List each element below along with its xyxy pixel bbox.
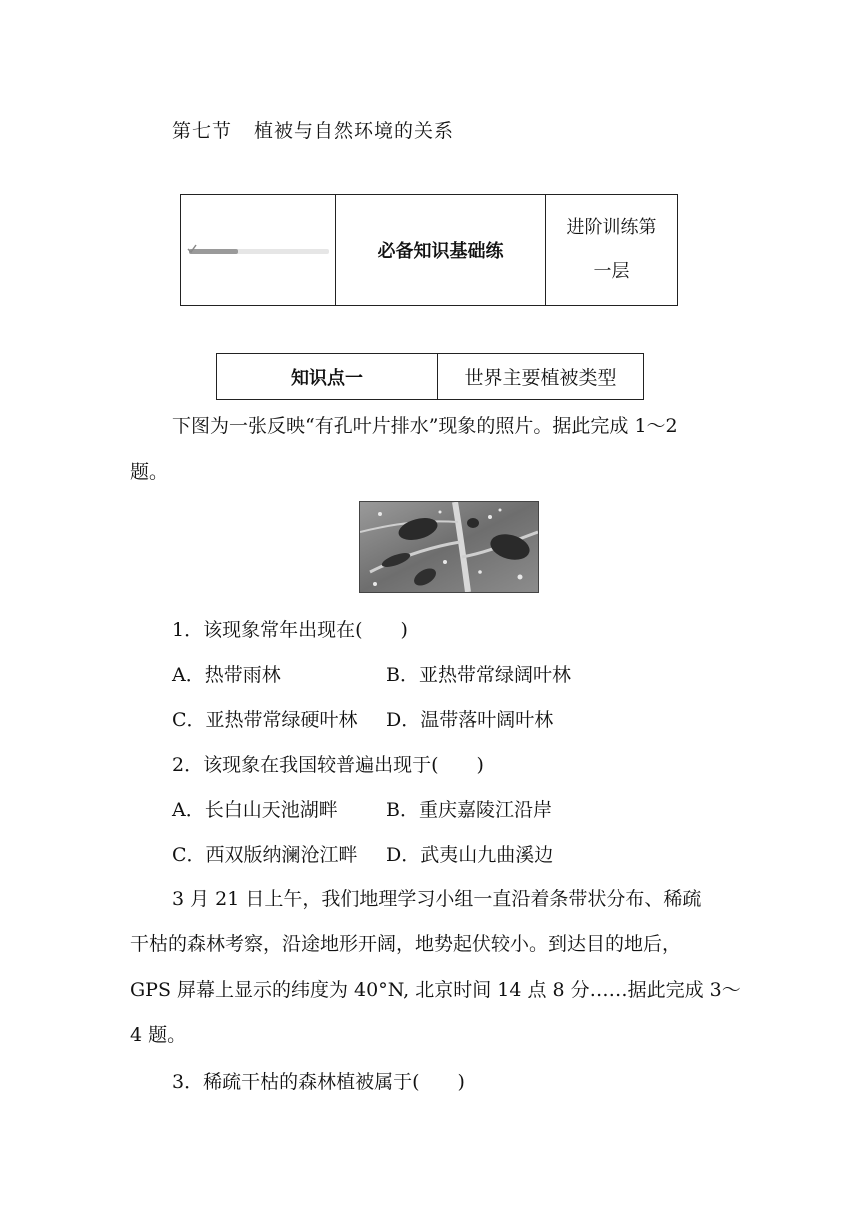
question-2-option-c: C．西双版纳澜沧江畔: [172, 844, 358, 866]
intro2-line2: 干枯的森林考察，沿途地形开阔，地势起伏较小。到达目的地后，: [130, 933, 682, 955]
question-3-stem: 3．稀疏干枯的森林植被属于( ): [172, 1071, 465, 1093]
question-2-option-b: B．重庆嘉陵江沿岸: [386, 799, 552, 821]
section-number: 第七节: [172, 120, 233, 142]
level-cell: [546, 195, 677, 305]
intro2-line3: GPS 屏幕上显示的纬度为 40°N, 北京时间 14 点 8 分……据此完成 3～: [130, 979, 741, 1001]
intro2-line4: 4 题。: [130, 1024, 187, 1046]
intro2-line1: 3 月 21 日上午，我们地理学习小组一直沿着条带状分布、稀疏: [172, 888, 702, 910]
question-1-option-c: C．亚热带常绿硬叶林: [172, 709, 358, 731]
check-icon: [187, 244, 197, 254]
question-2-option-a: A．长白山天池湖畔: [172, 799, 338, 821]
question-2-option-d: D．武夷山九曲溪边: [386, 844, 554, 866]
question-1-option-b: B．亚热带常绿阔叶林: [386, 664, 571, 686]
intro1-line1: 下图为一张反映“有孔叶片排水”现象的照片。据此完成 1～2: [172, 415, 678, 437]
section-title: [172, 116, 454, 143]
intro1-line2: 题。: [130, 461, 169, 483]
question-1-stem: 1．该现象常年出现在( ): [172, 619, 408, 641]
banner-heading: 必备知识基础练: [336, 195, 546, 305]
knowledge-point-topic: 世界主要植被类型: [464, 367, 617, 389]
question-1-option-a: A．热带雨林: [172, 664, 281, 686]
knowledge-point-label: 知识点一: [217, 354, 438, 399]
level-line-2: 一层: [593, 261, 630, 282]
progress-bar: [189, 249, 329, 254]
practice-banner: [180, 194, 678, 306]
leaf-photo: [359, 501, 539, 593]
question-2-stem: 2．该现象在我国较普遍出现于( ): [172, 754, 484, 776]
knowledge-point-box: [216, 353, 644, 400]
section-name: 植被与自然环境的关系: [254, 120, 455, 142]
level-line-1: 进阶训练第: [566, 217, 657, 238]
question-1-option-d: D．温带落叶阔叶林: [386, 709, 554, 731]
progress-cell: [181, 195, 336, 305]
